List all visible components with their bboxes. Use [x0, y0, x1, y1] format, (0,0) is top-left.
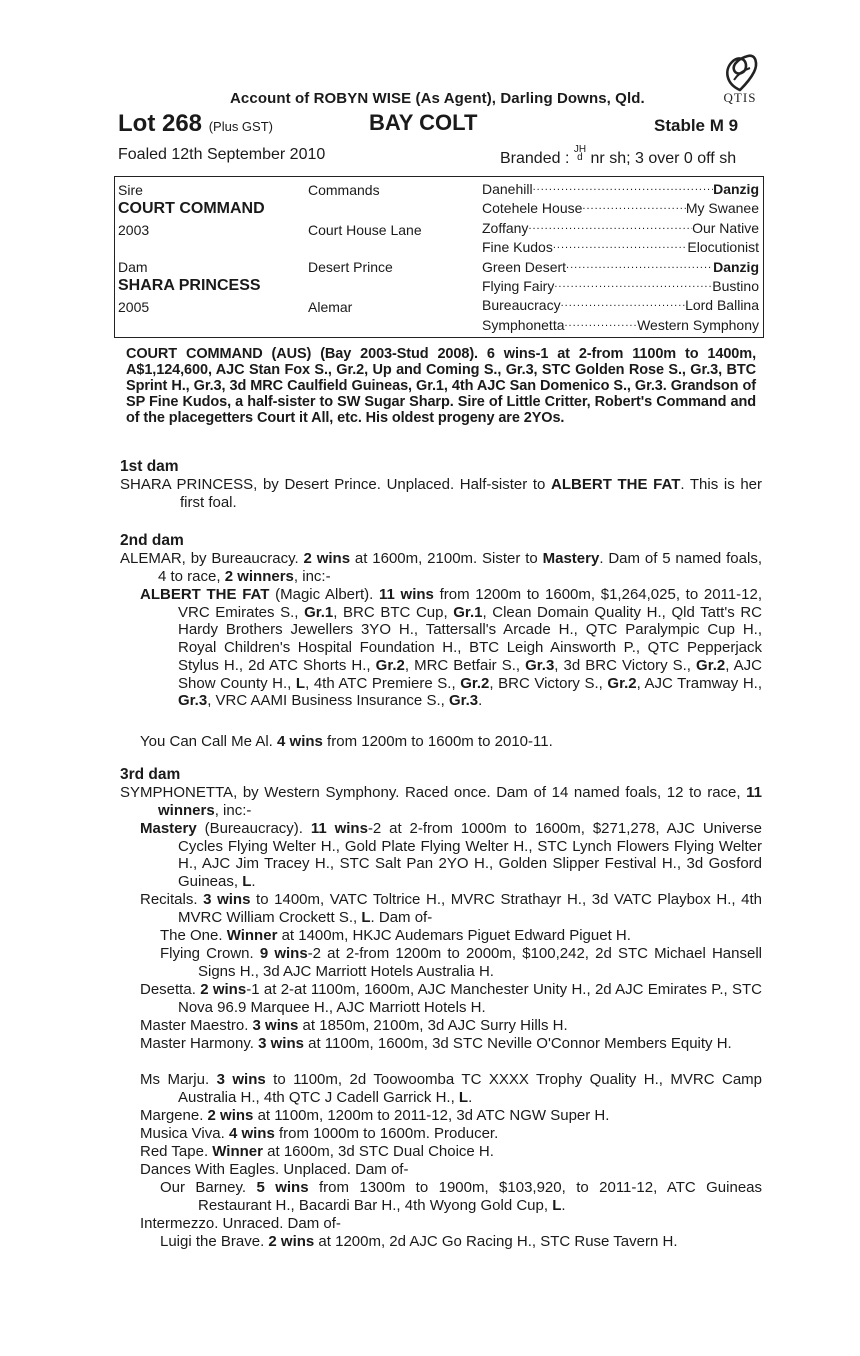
- dot-leader: [554, 278, 712, 296]
- pedigree-paragraph: ALBERT THE FAT (Magic Albert). 11 wins from 1200m to 1600m, $1,264,025, to 2011-12, VRC Emirates S., Gr.1, BRC BTC Cup, Gr.1, Clean Domain Quality H., Qld Tatt's RC Hardy Brothers Jewellers 3YO H., Tattersall's Arcade H., QTC Paralympic Cup H., Royal Children's Hospital Foundation H., BTC Leigh Ainsworth P., QTC Pepperjack Stylus H., 2d ATC Shorts H., Gr.2, MRC Betfair S., Gr.3, 3d BRC Victory S., Gr.2, AJC Show County H., L, 4th ATC Premiere S., Gr.2, BRC Victory S., Gr.2, AJC Tramway H., Gr.3, VRC AAMI Business Insurance S., Gr.3.: [140, 586, 762, 710]
- stable-number: Stable M 9: [654, 116, 739, 135]
- dot-leader: [528, 220, 692, 238]
- sire-dam: Court House Lane: [308, 222, 422, 238]
- pedigree-row-right: My Swanee: [685, 200, 759, 217]
- pedigree-row-right: Western Symphony: [637, 316, 759, 333]
- brand-mark: [574, 146, 586, 162]
- pedigree-row-left: Zoffany: [482, 219, 529, 236]
- pedigree-row-left: Green Desert: [482, 258, 567, 275]
- pedigree-row-right: Bustino: [712, 278, 759, 294]
- pedigree-paragraph: Margene. 2 wins at 1100m, 1200m to 2011-12, 3d ATC NGW Super H.: [140, 1107, 610, 1124]
- pedigree-row-right: Danzig: [713, 181, 759, 197]
- pedigree-paragraph: Master Harmony. 3 wins at 1100m, 1600m, 3d STC Neville O'Connor Members Equity H.: [140, 1035, 732, 1052]
- gst-note: (Plus GST): [208, 119, 273, 134]
- pedigree-paragraph: Flying Crown. 9 wins-2 at 2-from 1200m to 2000m, $100,242, 2d STC Michael Hansell Signs H., 3d AJC Marriott Hotels Australia H.: [160, 945, 762, 980]
- pedigree-paragraph: Intermezzo. Unraced. Dam of-: [140, 1215, 341, 1232]
- branded-suffix: nr sh; 3 over 0 off sh: [590, 150, 737, 167]
- pedigree-row: [482, 297, 759, 315]
- lot-number: [118, 110, 273, 138]
- first-dam-heading: 1st dam: [120, 458, 179, 475]
- branded-info: [500, 146, 736, 168]
- pedigree-paragraph: SHARA PRINCESS, by Desert Prince. Unplaced. Half-sister to ALBERT THE FAT. This is her first foal.: [120, 476, 763, 511]
- sire-name: COURT COMMAND: [118, 200, 265, 217]
- sire-year: 2003: [118, 222, 150, 238]
- pedigree-paragraph: ALEMAR, by Bureaucracy. 2 wins at 1600m, 2100m. Sister to Mastery. Dam of 5 named foals, 4 to race, 2 winners, inc:-: [120, 550, 762, 585]
- horse-description: BAY COLT: [369, 110, 478, 135]
- sire-summary: COURT COMMAND (AUS) (Bay 2003-Stud 2008). 6 wins-1 at 2-from 1100m to 1400m, A$1,124,600, AJC Stan Fox S., Gr.2, Up and Coming S., Gr.3, STC Golden Rose S., Gr.3, BTC Sprint H., Gr.3, 3d MRC Caulfield Guineas, Gr.1, 4th AJC San Domenico S., Gr.3. Grandson of SP Fine Kudos, a half-sister to SW Sugar Sharp. Sire of Little Critter, Robert's Command and of the placegetters Court it All, etc. His oldest progeny are 2YOs.: [126, 346, 756, 426]
- dam-sire: Desert Prince: [308, 259, 393, 275]
- lot-label: Lot 268: [118, 110, 203, 137]
- pedigree-row-left: Bureaucracy: [482, 297, 561, 314]
- pedigree-row: [482, 239, 759, 257]
- pedigree-row: [482, 181, 759, 199]
- brand-bottom: d: [577, 152, 583, 163]
- pedigree-row-left: Symphonetta: [482, 316, 565, 333]
- pedigree-row-left: Cotehele House: [482, 200, 583, 217]
- pedigree-row: [482, 200, 759, 218]
- pedigree-paragraph: Master Maestro. 3 wins at 1850m, 2100m, 3d AJC Surry Hills H.: [140, 1017, 568, 1034]
- dot-leader: [533, 181, 714, 199]
- pedigree-row: [482, 317, 759, 335]
- second-dam-heading: 2nd dam: [120, 532, 184, 549]
- pedigree-row: [482, 259, 759, 277]
- pedigree-row-left: Flying Fairy: [482, 278, 555, 294]
- pedigree-paragraph: Ms Marju. 3 wins to 1100m, 2d Toowoomba TC XXXX Trophy Quality H., MVRC Camp Australia H., 4th QTC J Cadell Garrick H., L.: [140, 1071, 762, 1106]
- pedigree-paragraph: Red Tape. Winner at 1600m, 3d STC Dual Choice H.: [140, 1143, 494, 1160]
- pedigree-paragraph: You Can Call Me Al. 4 wins from 1200m to 1600m to 2010-11.: [140, 733, 553, 750]
- pedigree-row: [482, 278, 759, 296]
- dot-leader: [582, 200, 685, 218]
- pedigree-row-right: Lord Ballina: [685, 297, 759, 314]
- pedigree-paragraph: SYMPHONETTA, by Western Symphony. Raced once. Dam of 14 named foals, 12 to race, 11 winners, inc:-: [120, 784, 762, 819]
- dam-name: SHARA PRINCESS: [118, 277, 261, 294]
- pedigree-paragraph: Dances With Eagles. Unplaced. Dam of-: [140, 1161, 409, 1178]
- brand-top: JH: [573, 144, 587, 155]
- dot-leader: [553, 239, 688, 257]
- sire-sire: Commands: [308, 182, 380, 198]
- dam-label: Dam: [118, 259, 148, 275]
- dam-year: 2005: [118, 299, 150, 315]
- branded-prefix: Branded :: [500, 150, 570, 167]
- qtis-logo-icon: [720, 50, 760, 92]
- pedigree-paragraph: Mastery (Bureaucracy). 11 wins-2 at 2-from 1000m to 1600m, $271,278, AJC Universe Cycles Flying Welter H., Gold Plate Flying Welter H., STC Lynch Flowers Flying Welter H., AJC Jim Tracey H., STC Salt Pan 2YO H., Golden Slipper Festival H., 3d Gosford Guineas, L.: [140, 820, 763, 891]
- pedigree-paragraph: Recitals. 3 wins to 1400m, VATC Toltrice H., MVRC Strathayr H., 3d VATC Playbox H., 4th MVRC William Crockett S., L. Dam of-: [140, 891, 762, 926]
- pedigree-row: [482, 220, 759, 238]
- foaled-date: Foaled 12th September 2010: [118, 146, 326, 163]
- logo-text: QTIS: [723, 90, 757, 105]
- pedigree-paragraph: Our Barney. 5 wins from 1300m to 1900m, $103,920, to 2011-12, ATC Guineas Restaurant H., Bacardi Bar H., 4th Wyong Gold Cup, L.: [160, 1179, 763, 1214]
- dot-leader: [561, 297, 685, 315]
- pedigree-row-right: Danzig: [713, 258, 759, 275]
- pedigree-paragraph: Luigi the Brave. 2 wins at 1200m, 2d AJC Go Racing H., STC Ruse Tavern H.: [160, 1233, 678, 1250]
- pedigree-paragraph: Desetta. 2 wins-1 at 2-at 1100m, 1600m, AJC Manchester Unity H., 2d AJC Emirates P., STC Nova 96.9 Marquee H., AJC Marriott Hotels H.: [140, 981, 763, 1016]
- pedigree-row-right: Elocutionist: [687, 239, 759, 256]
- dot-leader: [566, 259, 713, 277]
- pedigree-row-left: Danehill: [482, 181, 533, 197]
- pedigree-paragraph: The One. Winner at 1400m, HKJC Audemars Piguet Edward Piguet H.: [160, 927, 631, 944]
- third-dam-heading: 3rd dam: [120, 766, 181, 783]
- account-line: Account of ROBYN WISE (As Agent), Darling Downs, Qld.: [230, 90, 645, 107]
- pedigree-row-right: Our Native: [692, 219, 759, 236]
- qtis-logo: [712, 50, 768, 110]
- pedigree-row-left: Fine Kudos: [482, 239, 553, 256]
- sire-label: Sire: [118, 182, 143, 198]
- dot-leader: [565, 317, 638, 335]
- pedigree-paragraph: Musica Viva. 4 wins from 1000m to 1600m. Producer.: [140, 1125, 499, 1142]
- dam-dam: Alemar: [308, 299, 353, 315]
